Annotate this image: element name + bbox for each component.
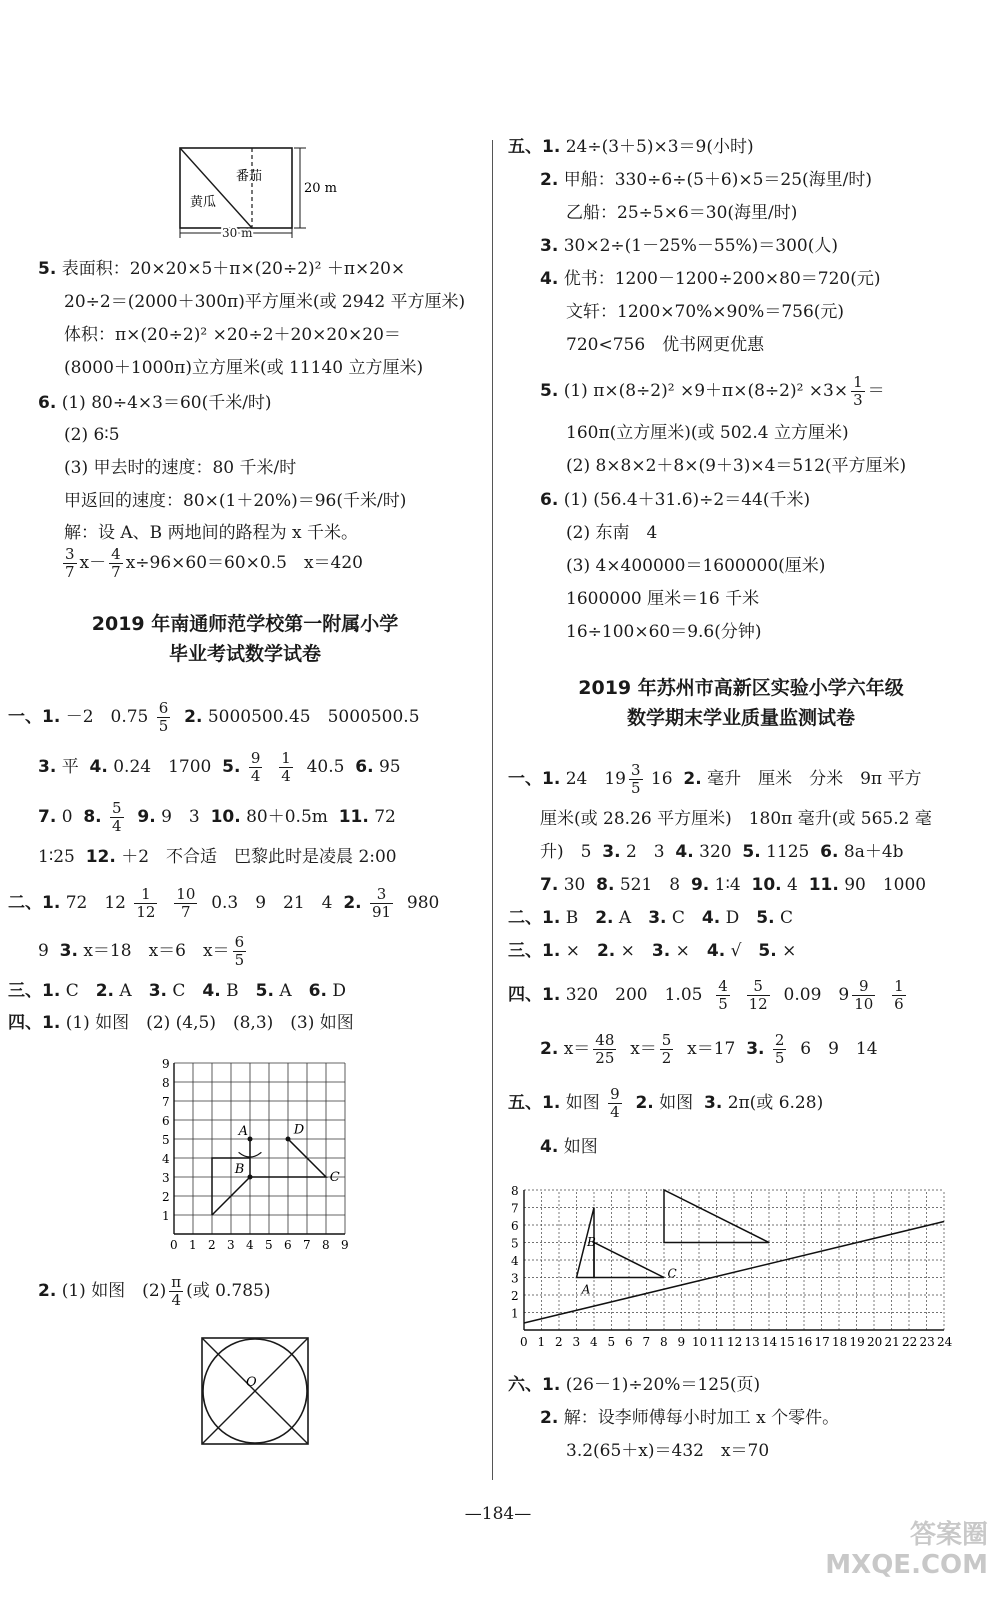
r5-line6b: (2) 东南 4 — [566, 523, 658, 543]
t1-row1: 一、1. 24 19 $\frac{3}{5}$ 16 2. 毫升 厘米 分米 9π 平方 — [508, 761, 922, 797]
r5-line5: 5. (1) π×(8÷2)² ×9＋π×(8÷2)² ×3× $\frac{1}{3}$ ＝ — [540, 373, 885, 409]
q6-line2: (2) 6∶5 — [64, 425, 120, 445]
point-label-d: D — [293, 1122, 305, 1138]
t3-row: 三、1. × 2. × 3. × 4. √ 5. × — [508, 941, 797, 961]
q5-line2: 20÷2＝(2000＋300π)平方厘米(或 2942 平方厘米) — [64, 292, 466, 312]
x-tick-label: 14 — [762, 1335, 778, 1349]
y-tick-label: 4 — [162, 1152, 170, 1166]
r5-line6d: 1600000 厘米＝16 千米 — [566, 589, 760, 609]
x-tick-label: 0 — [520, 1335, 528, 1349]
coordinate-grid-right — [508, 1180, 968, 1360]
y-tick-label: 5 — [162, 1133, 170, 1147]
t5-row2: 4. 如图 — [540, 1137, 598, 1157]
x-tick-label: 21 — [884, 1335, 900, 1349]
q5-line4: (8000＋1000π)立方厘米(或 11140 立方厘米) — [64, 358, 424, 378]
t4-row2: 2. x＝ $\frac{48}{25}$ x＝ $\frac{5}{2}$ x＝17 3. $\frac{2}{5}$ 6 9 14 — [540, 1031, 878, 1067]
y-tick-label: 6 — [162, 1114, 170, 1128]
s2-row1: 二、1. 72 12 $\frac{1}{12}$ $\frac{10}{7}$ 0.3 9 21 4 2. $\frac{3}{91}$ 980 — [8, 885, 440, 921]
point-marker — [248, 1137, 253, 1142]
x-tick-label: 16 — [797, 1335, 813, 1349]
x-tick-label: 7 — [642, 1335, 651, 1349]
t6-row2: 2. 解：设李师傅每小时加工 x 个零件。 — [540, 1408, 840, 1428]
coordinate-grid-left — [150, 1054, 360, 1254]
x-tick-label: 5 — [607, 1335, 616, 1349]
watermark-logo: 答案圈 MXQE.COM — [825, 1520, 988, 1580]
x-tick-label: 19 — [849, 1335, 865, 1349]
y-tick-label: 4 — [511, 1254, 519, 1268]
field-diagram — [170, 140, 340, 240]
page-number: —184— — [464, 1504, 532, 1524]
t1-row4: 7. 30 8. 521 8 9. 1∶4 10. 4 11. 90 1000 — [540, 875, 927, 895]
s2-row2: 9 3. x＝18 x＝6 x＝ $\frac{6}{5}$ — [38, 933, 245, 969]
q6-line3: (3) 甲去时的速度：80 千米/时 — [64, 458, 297, 478]
x-tick-label: 10 — [692, 1335, 708, 1349]
y-tick-label: 6 — [511, 1219, 519, 1233]
x-tick-label: 11 — [709, 1335, 725, 1349]
q5-line1: 5. 表面积：20×20×5＋π×(20÷2)² ＋π×20× — [38, 259, 406, 279]
r5-line6e: 16÷100×60＝9.6(分钟) — [566, 622, 762, 642]
exam-title-1-line2: 毕业考试数学试卷 — [168, 643, 321, 665]
x-tick-label: 20 — [867, 1335, 883, 1349]
x-tick-label: 3 — [572, 1335, 581, 1349]
q5-line3: 体积：π×(20÷2)² ×20÷2＋20×20×20＝ — [64, 325, 401, 345]
r5-line4b: 文轩：1200×70%×90%＝756(元) — [566, 302, 845, 322]
x-tick-label: 4 — [246, 1238, 254, 1252]
dim-height: 20 m — [304, 181, 338, 196]
x-tick-label: 17 — [814, 1335, 830, 1349]
x-tick-label: 24 — [937, 1335, 953, 1349]
r5-line3: 3. 30×2÷(1－25%－55%)＝300(人) — [540, 236, 839, 256]
exam-title-2-line2: 数学期末学业质量监测试卷 — [626, 707, 855, 729]
exam-title-2-line1: 2019 年苏州市高新区实验小学六年级 — [578, 677, 904, 699]
y-tick-label: 5 — [511, 1236, 519, 1251]
point-label-c: C — [667, 1266, 677, 1281]
r5-line4c: 720<756 优书网更优惠 — [566, 335, 765, 355]
x-tick-label: 8 — [322, 1238, 330, 1252]
q6-line1: 6. (1) 80÷4×3＝60(千米/时) — [38, 393, 272, 413]
q6-line5: 解：设 A、B 两地间的路程为 x 千米。 — [64, 523, 358, 543]
t1-row3: 升) 5 3. 2 3 4. 320 5. 1125 6. 8a＋4b — [540, 842, 904, 862]
x-tick-label: 8 — [660, 1335, 668, 1349]
y-tick-label: 1 — [511, 1306, 519, 1321]
x-tick-label: 15 — [779, 1335, 795, 1349]
dim-width: 30 m — [222, 226, 253, 240]
r5-line2b: 乙船：25÷5×6＝30(海里/时) — [566, 203, 798, 223]
circle-square-diagram — [196, 1334, 316, 1450]
s4-row: 四、1. (1) 如图 (2) (4,5) (8,3) (3) 如图 — [8, 1013, 354, 1033]
r5-line1: 五、1. 24÷(3＋5)×3＝9(小时) — [508, 137, 754, 157]
x-tick-label: 5 — [265, 1238, 273, 1252]
t4-row1: 四、1. 320 200 1.05 $\frac{4}{5}$ $\frac{5}{12}$ 0.09 9 $\frac{9}{10}$ $\frac{1}{6}$ — [508, 977, 904, 1013]
x-tick-label: 6 — [284, 1238, 292, 1252]
x-tick-label: 9 — [677, 1335, 686, 1349]
x-tick-label: 0 — [170, 1238, 178, 1252]
x-tick-label: 23 — [919, 1335, 935, 1349]
y-tick-label: 3 — [511, 1271, 519, 1286]
point-label-a: A — [238, 1124, 248, 1140]
r5-line2: 2. 甲船：330÷6÷(5＋6)×5＝25(海里/时) — [540, 170, 873, 190]
label-huanggua: 黄瓜 — [190, 195, 217, 210]
t1-row2: 厘米(或 28.26 平方厘米) 180π 毫升(或 565.2 毫 — [540, 809, 932, 829]
point-label-a: A — [581, 1282, 591, 1297]
t2-row: 二、1. B 2. A 3. C 4. D 5. C — [508, 908, 793, 928]
q6-line4: 甲返回的速度：80×(1＋20%)＝96(千米/时) — [64, 491, 407, 511]
x-tick-label: 9 — [341, 1238, 349, 1252]
x-tick-label: 1 — [189, 1238, 197, 1252]
x-tick-label: 3 — [227, 1238, 235, 1252]
s1-row4: 1∶25 12. ＋2 不合适 巴黎此时是凌晨 2:00 — [38, 847, 397, 867]
point-label-c: C — [329, 1169, 340, 1185]
s4-q2-row: 2. (1) 如图 (2) $\frac{\pi}{4}$ (或 0.785) — [38, 1273, 271, 1309]
exam-title-1-line1: 2019 年南通师范学校第一附属小学 — [91, 613, 399, 635]
x-tick-label: 1 — [537, 1335, 546, 1349]
s1-row3: 7. 0 8. $\frac{5}{4}$ 9. 9 3 10. 80＋0.5m 11. 72 — [38, 799, 396, 835]
point-marker — [248, 1175, 253, 1180]
column-divider — [492, 140, 493, 1480]
x-tick-label: 7 — [303, 1238, 311, 1252]
y-tick-label: 7 — [511, 1201, 519, 1216]
t6-row3: 3.2(65＋x)＝432 x＝70 — [566, 1441, 770, 1461]
y-tick-label: 9 — [162, 1057, 170, 1071]
y-tick-label: 8 — [511, 1184, 519, 1198]
y-tick-label: 1 — [162, 1209, 170, 1223]
point-label-b: B — [234, 1162, 245, 1178]
y-tick-label: 2 — [511, 1289, 519, 1303]
y-tick-label: 3 — [162, 1171, 170, 1185]
fraction: $\frac{4}{7}$ — [111, 545, 121, 581]
point-marker — [286, 1137, 291, 1142]
x-tick-label: 12 — [727, 1335, 743, 1349]
x-tick-label: 13 — [744, 1335, 760, 1349]
x-tick-label: 4 — [590, 1335, 598, 1349]
x-tick-label: 2 — [208, 1238, 216, 1252]
x-tick-label: 2 — [555, 1335, 563, 1349]
fraction: $\frac{3}{7}$ — [65, 545, 75, 581]
point-label-b: B — [587, 1235, 596, 1249]
s3-row: 三、1. C 2. A 3. C 4. B 5. A 6. D — [8, 981, 346, 1001]
r5-line6: 6. (1) (56.4＋31.6)÷2＝44(千米) — [540, 490, 811, 510]
s1-row1: 一、1. －2 0.75 $\frac{6}{5}$ 2. 5000500.45 5000500.5 — [8, 699, 420, 735]
x-tick-label: 22 — [902, 1335, 918, 1349]
y-tick-label: 7 — [162, 1095, 170, 1109]
q6-equation: $\frac{3}{7}$ x－ $\frac{4}{7}$ x÷96×60＝60×0.5 x＝420 — [65, 545, 363, 581]
r5-line5b: 160π(立方厘米)(或 502.4 立方厘米) — [566, 423, 849, 443]
x-tick-label: 6 — [625, 1335, 633, 1349]
x-tick-label: 18 — [832, 1335, 848, 1349]
s1-row2: 3. 平 4. 0.24 1700 5. $\frac{9}{4}$ $\frac{1}{4}$ 40.5 6. 95 — [38, 749, 401, 785]
t6-row1: 六、1. (26－1)÷20%＝125(页) — [508, 1375, 761, 1395]
y-tick-label: 8 — [162, 1076, 170, 1090]
center-label-o: O — [246, 1375, 257, 1390]
r5-line4: 4. 优书：1200－1200÷200×80＝720(元) — [540, 269, 881, 289]
r5-line6c: (3) 4×400000＝1600000(厘米) — [566, 556, 826, 576]
r5-line5c: (2) 8×8×2＋8×(9＋3)×4＝512(平方厘米) — [566, 456, 907, 476]
y-tick-label: 2 — [162, 1190, 170, 1204]
t5-row1: 五、1. 如图 $\frac{9}{4}$ 2. 如图 3. 2π(或 6.28) — [508, 1085, 824, 1121]
label-fanqie: 番茄 — [236, 169, 263, 184]
